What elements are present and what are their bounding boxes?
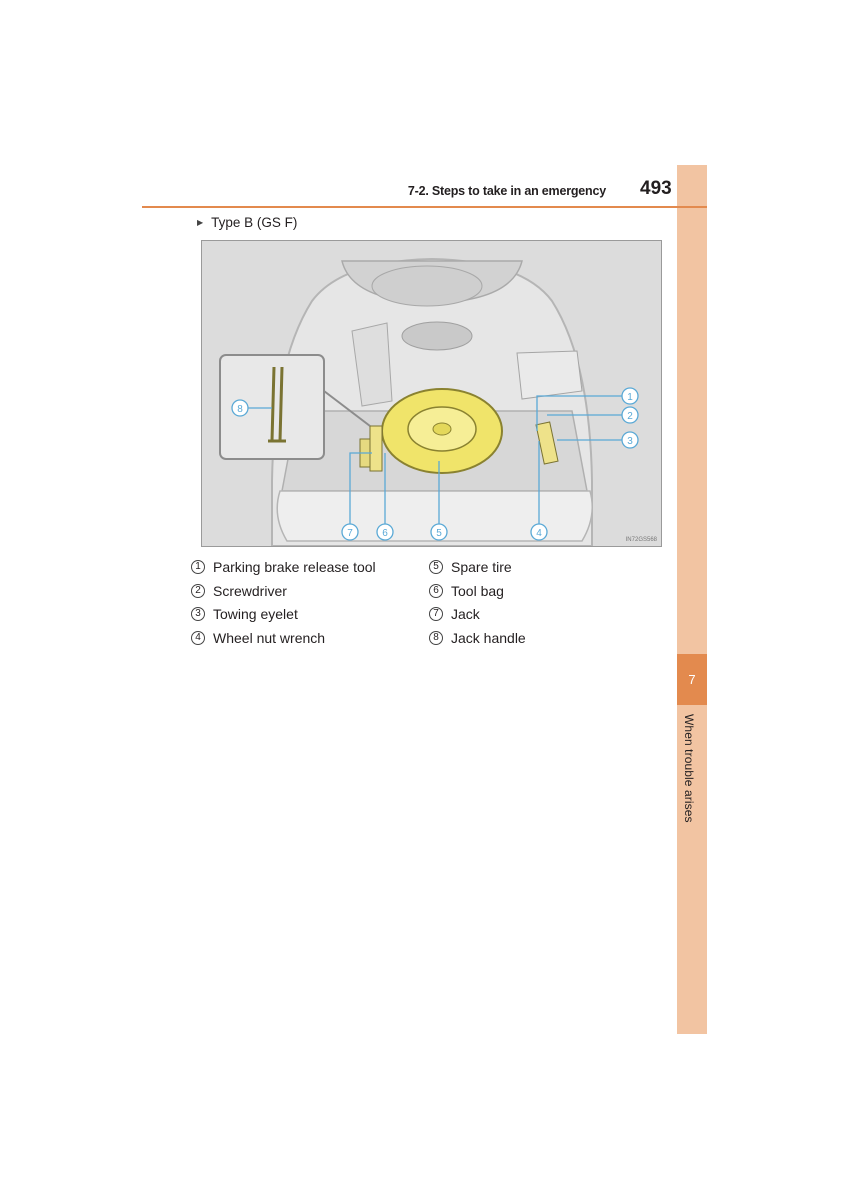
legend-item: [429, 559, 512, 575]
callout-1-text: 1: [627, 392, 633, 403]
legend-item: [191, 559, 376, 575]
callout-6-text: 6: [382, 528, 388, 539]
legend-label: Screwdriver: [213, 583, 287, 599]
subtitle-line: [197, 215, 297, 230]
figure-code: IN72GS568: [625, 537, 657, 543]
triangle-bullet-icon: ▶: [197, 218, 204, 227]
chapter-title: When trouble arises: [682, 714, 696, 823]
page-number: 493: [640, 178, 672, 199]
spare-well-bottom: [402, 322, 472, 350]
trunk-drawing: [202, 241, 661, 546]
callout-3-text: 3: [627, 436, 633, 447]
callout-7-text: 7: [347, 528, 353, 539]
legend-number: 6: [429, 584, 443, 598]
legend-label: Spare tire: [451, 559, 512, 575]
header-rule: [142, 206, 707, 208]
legend-item: [191, 630, 325, 646]
legend-item: [429, 630, 526, 646]
chapter-number-badge: 7: [677, 654, 707, 705]
subtitle: Type B (GS F): [211, 215, 298, 230]
callout-8-text: 8: [237, 404, 243, 415]
legend-label: Parking brake release tool: [213, 559, 376, 575]
legend-number: 4: [191, 631, 205, 645]
lid-panel: [517, 351, 582, 399]
legend-number: 8: [429, 631, 443, 645]
legend-number: 7: [429, 607, 443, 621]
side-tab: [677, 165, 707, 1034]
legend-number: 3: [191, 607, 205, 621]
legend-number: 2: [191, 584, 205, 598]
legend-label: Jack: [451, 606, 480, 622]
legend-label: Wheel nut wrench: [213, 630, 326, 646]
legend-label: Jack handle: [451, 630, 526, 646]
section-title: 7-2. Steps to take in an emergency: [407, 184, 606, 198]
legend-item: [429, 606, 480, 622]
legend-item: [191, 583, 287, 599]
callout-2-text: 2: [627, 411, 633, 422]
spare-well-top: [372, 266, 482, 306]
jack: [370, 426, 382, 471]
callout-5-text: 5: [436, 528, 442, 539]
legend-label: Towing eyelet: [213, 606, 298, 622]
legend-label: Tool bag: [451, 583, 504, 599]
legend-number: 1: [191, 560, 205, 574]
legend-item: [191, 606, 298, 622]
callout-4-text: 4: [536, 528, 542, 539]
tire-hub: [433, 423, 451, 435]
legend-item: [429, 583, 504, 599]
legend-number: 5: [429, 560, 443, 574]
trunk-illustration: [201, 240, 662, 547]
